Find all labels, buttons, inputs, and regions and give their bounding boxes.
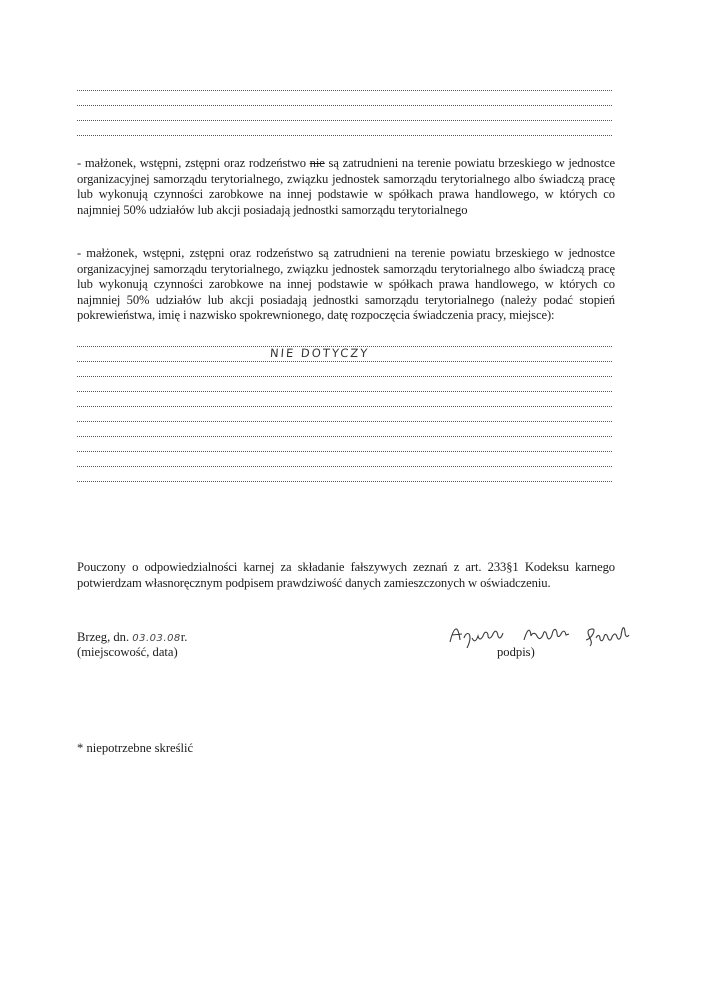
handwritten-not-applicable: NIE DOTYCZY bbox=[269, 346, 370, 360]
handwritten-date: 03.03.08 bbox=[132, 633, 181, 644]
dotted-line bbox=[77, 135, 612, 136]
place-prefix: Brzeg, dn. bbox=[77, 630, 130, 644]
date-suffix: r. bbox=[180, 630, 188, 644]
dotted-line bbox=[77, 451, 612, 452]
dotted-line bbox=[77, 406, 612, 407]
signature-caption: podpis) bbox=[497, 645, 535, 659]
statement-1-after: są zatrudnieni na terenie powiatu brzeskiego w jednostce organizacyjnej samorządu terytorialnego, związku jednostek samorządu terytorialnego albo świadczą pracę lub wykonują czynności zarobkowe na innej podstawie w spółkach prawa handlowego, w których co najmniej 50% udziałów lub akcji posiadają jednostki samorządu terytorialnego bbox=[77, 156, 615, 217]
dotted-line bbox=[77, 391, 612, 392]
dotted-line bbox=[77, 421, 612, 422]
dotted-line bbox=[77, 436, 612, 437]
dotted-line bbox=[77, 105, 612, 106]
struck-word: nie bbox=[309, 156, 325, 170]
statement-1-before: - małżonek, wstępni, zstępni oraz rodzeństwo bbox=[77, 156, 306, 170]
handwritten-signature bbox=[446, 620, 656, 648]
footnote: * niepotrzebne skreślić bbox=[77, 741, 194, 755]
dotted-line bbox=[77, 90, 612, 91]
paragraph-statement-1 bbox=[77, 156, 615, 218]
dotted-line bbox=[77, 376, 612, 377]
declaration-text: Pouczony o odpowiedzialności karnej za składanie fałszywych zeznań z art. 233§1 Kodeksu karnego potwierdzam własnoręcznym podpisem prawdziwość danych zamieszczonych w oświadczeniu. bbox=[77, 560, 615, 590]
dotted-line bbox=[77, 120, 612, 121]
dotted-line bbox=[77, 466, 612, 467]
paragraph-statement-2: - małżonek, wstępni, zstępni oraz rodzeństwo są zatrudnieni na terenie powiatu brzeskiego w jednostce organizacyjnej samorządu terytorialnego, związku jednostek samorządu terytorialnego albo świadczą pracę lub wykonują czynności zarobkowe na innej podstawie w spółkach prawa handlowego, w których co najmniej 50% udziałów lub akcji posiadają jednostki samorządu terytorialnego (należy podać stopień pokrewieństwa, imię i nazwisko spokrewnionego, datę rozpoczęcia świadczenia pracy, miejsce): bbox=[77, 246, 615, 322]
dotted-line bbox=[77, 481, 612, 482]
place-date-caption: (miejscowość, data) bbox=[77, 645, 178, 659]
dotted-line bbox=[77, 361, 612, 362]
